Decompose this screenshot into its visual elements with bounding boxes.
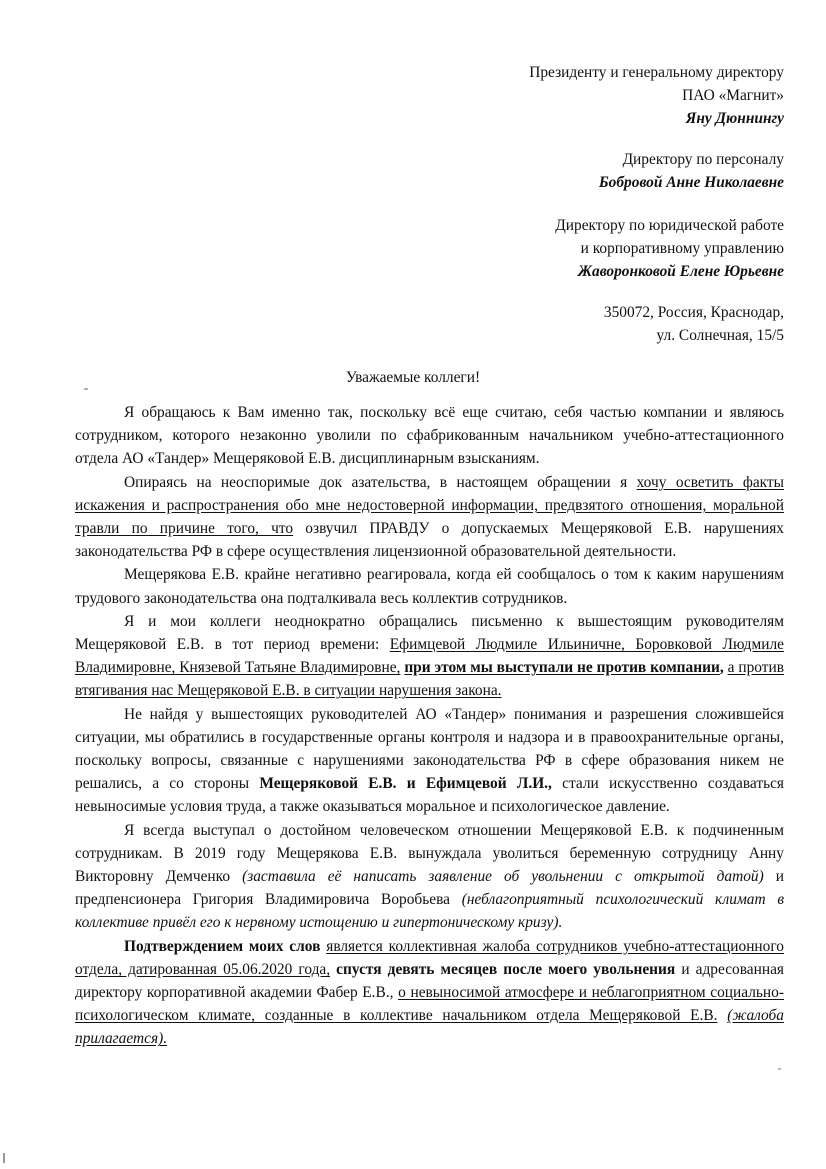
- text-run: Мещерякова Е.В. крайне негативно реагировала, когда ей сообщалось о том к каким нарушениям трудового законодательства она подталкивала весь коллектив сотрудников.: [75, 566, 784, 607]
- addressee-hr-director: [599, 148, 784, 194]
- addressee-ceo: [529, 61, 784, 131]
- addressee-name: Яну Дюннингу: [685, 110, 784, 128]
- addressee-line: ПАО «Магнит»: [682, 87, 784, 105]
- text-run: о невыносимой атмосфере и неблагоприятном социально-психологическом климате, созданные в коллективе начальником отдела Мещеряковой Е.В.: [75, 984, 784, 1025]
- body-paragraph: [75, 471, 784, 564]
- body-paragraph: [75, 703, 784, 819]
- addressee-line: Директору по юридической работе: [555, 217, 784, 234]
- text-run: Я обращаюсь к Вам именно так, поскольку всё еще считаю, себя частью компании и являюсь сотрудником, которого незаконно уволили по сфабрикованным начальником учебно-аттестационного отдела АО «Тандер» Мещеряковой Е.В. дисциплинарным взысканиям.: [75, 404, 784, 468]
- scan-speck: [84, 388, 88, 390]
- text-run: стали искусственно создаваться невыносимые условия труда, а также оказываться моральное и психологическое давление.: [75, 775, 784, 816]
- address-line: ул. Солнечная, 15/5: [656, 327, 784, 345]
- body-paragraph: [75, 935, 784, 1051]
- scan-speck: [3, 1153, 5, 1163]
- addressee-line: Директору по персоналу: [622, 151, 784, 168]
- addressee-line: и корпоративному управлению: [580, 240, 784, 258]
- addressee-name: Жаворонковой Елене Юрьевне: [577, 263, 784, 281]
- text-run: Я всегда выступал о достойном человеческом отношении Мещеряковой Е.В. к подчиненным сотрудникам. В 2019 году Мещерякова Е.В. вынуждала уволиться беременную сотрудницу Анну Викторовну Демченко: [75, 821, 784, 886]
- text-run: Не найдя у вышестоящих руководителей АО «Тандер» понимания и разрешения сложившейся ситуации, мы обратились в государственные органы контроля и надзора и в правоохранительные органы, поскольку вопросы, связанные с нарушениями законодательства РФ в сфере образования никем не решались, а со стороны: [75, 705, 784, 793]
- text-run: при этом мы выступали не против компании: [404, 659, 720, 677]
- text-run: [718, 1007, 728, 1024]
- text-run: и предпенсионера Григория Владимировича Воробьева: [75, 868, 785, 909]
- body-paragraph: [75, 401, 784, 471]
- text-run: (заставила её написать заявление об увольнении с открытой датой): [242, 868, 764, 886]
- body-paragraph: [75, 610, 784, 703]
- text-run: ,: [719, 659, 728, 677]
- letter-body: [75, 401, 784, 1051]
- text-run: является коллективная жалоба сотрудников учебно-аттестационного отдела, датированная 05.06.2020 года,: [75, 937, 784, 978]
- text-run: Я и мои коллеги неоднократно обращались письменно к вышестоящим руководителям Мещеряковой Е.В. в тот период времени:: [75, 612, 784, 654]
- body-paragraph: [75, 563, 784, 609]
- text-run: Ефимцевой Людмиле Ильиничне, Боровковой Людмиле Владимировне, Князевой Татьяне Владимировне,: [75, 636, 785, 677]
- body-paragraph: [75, 819, 784, 935]
- addressee-line: Президенту и генеральному директору: [529, 64, 784, 81]
- address-line: 350072, Россия, Краснодар,: [603, 304, 784, 321]
- text-run: Опираясь на неоспоримые док азательства, в настоящем обращении я: [124, 473, 637, 491]
- addressee-legal-director: [555, 214, 784, 284]
- scan-speck: [778, 1068, 781, 1070]
- text-run: озвучил ПРАВДУ о допускаемых Мещеряковой Е.В. нарушениях законодательства РФ в сфере осуществления лицензионной образовательной деятельности.: [75, 520, 784, 561]
- address-block: [604, 301, 784, 347]
- text-run: спустя девять месяцев после моего увольнения: [336, 960, 676, 978]
- addressee-name: Бобровой Анне Николаевне: [598, 174, 784, 192]
- text-run: (жалоба прилагается).: [75, 1007, 784, 1048]
- greeting: Уважаемые коллеги!: [345, 369, 481, 386]
- text-run: и адресованная директору корпоративной академии Фабер Е.В.,: [75, 960, 784, 1002]
- text-run: (неблагоприятный психологический климат в коллективе привёл его к нервному истощению и гипертоническому кризу).: [75, 891, 784, 932]
- text-run: а против втягивания нас Мещеряковой Е.В. в ситуации нарушения закона.: [75, 659, 784, 700]
- text-run: Мещеряковой Е.В. и Ефимцевой Л.И.,: [259, 775, 552, 793]
- text-run: хочу осветить факты искажения и распространения обо мне недостоверной информации, предвзятого отношения, моральной травли по причине того, что: [75, 473, 784, 538]
- text-run: Подтверждением моих слов: [124, 937, 321, 955]
